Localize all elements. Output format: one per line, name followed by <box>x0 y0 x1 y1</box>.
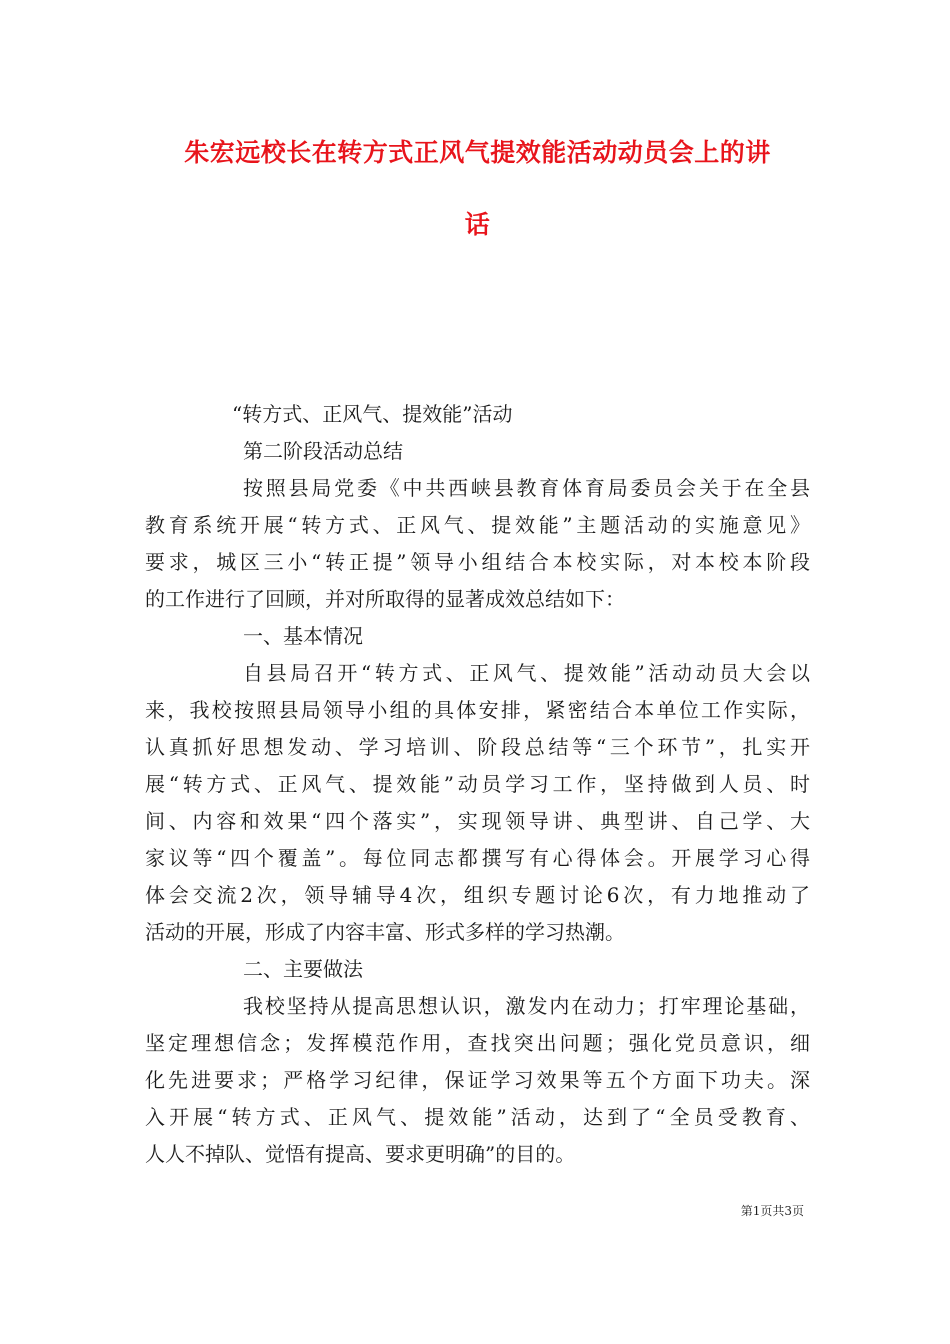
paragraph-line: 的工作进行了回顾，并对所取得的显著成效总结如下： <box>145 587 625 611</box>
section-heading-basic-situation: 一、基本情况 <box>243 624 363 648</box>
activity-name: “转方式、正风气、提效能”活动 <box>232 402 513 426</box>
paragraph-line: 自县局召开“转方式、正风气、提效能”活动动员大会以 <box>243 661 810 685</box>
document-title-line-2: 话 <box>464 210 491 239</box>
paragraph-line: 我校坚持从提高思想认识，激发内在动力；打牢理论基础， <box>243 994 810 1018</box>
paragraph-line: 化先进要求；严格学习纪律，保证学习效果等五个方面下功夫。深 <box>145 1068 810 1092</box>
paragraph-line: 教育系统开展“转方式、正风气、提效能”主题活动的实施意见》 <box>145 513 810 537</box>
paragraph-line: 家议等“四个覆盖”。每位同志都撰写有心得体会。开展学习心得 <box>145 846 810 870</box>
paragraph-line: 来，我校按照县局领导小组的具体安排，紧密结合本单位工作实际， <box>145 698 810 722</box>
paragraph-line: 展“转方式、正风气、提效能”动员学习工作，坚持做到人员、时 <box>145 772 810 796</box>
summary-subtitle: 第二阶段活动总结 <box>243 439 403 463</box>
paragraph-line: 坚定理想信念；发挥模范作用，查找突出问题；强化党员意识，细 <box>145 1031 810 1055</box>
paragraph-line: 人人不掉队、觉悟有提高、要求更明确”的目的。 <box>145 1142 576 1166</box>
document-title-line-1: 朱宏远校长在转方式正风气提效能活动动员会上的讲 <box>184 138 771 167</box>
paragraph-line: 要求，城区三小“转正提”领导小组结合本校实际，对本校本阶段 <box>145 550 810 574</box>
paragraph-line: 体会交流2次，领导辅导4次，组织专题讨论6次，有力地推动了 <box>145 883 810 907</box>
page-number-footer: 第1页共3页 <box>740 1204 804 1218</box>
document-body <box>145 396 810 1173</box>
paragraph-line: 认真抓好思想发动、学习培训、阶段总结等“三个环节”，扎实开 <box>145 735 810 759</box>
paragraph-line: 入开展“转方式、正风气、提效能”活动，达到了“全员受教育、 <box>145 1105 810 1129</box>
paragraph-line: 活动的开展，形成了内容丰富、形式多样的学习热潮。 <box>145 920 625 944</box>
paragraph-line: 按照县局党委《中共西峡县教育体育局委员会关于在全县 <box>243 476 810 500</box>
paragraph-line: 间、内容和效果“四个落实”，实现领导讲、典型讲、自己学、大 <box>145 809 810 833</box>
section-heading-main-practices: 二、主要做法 <box>243 957 363 981</box>
